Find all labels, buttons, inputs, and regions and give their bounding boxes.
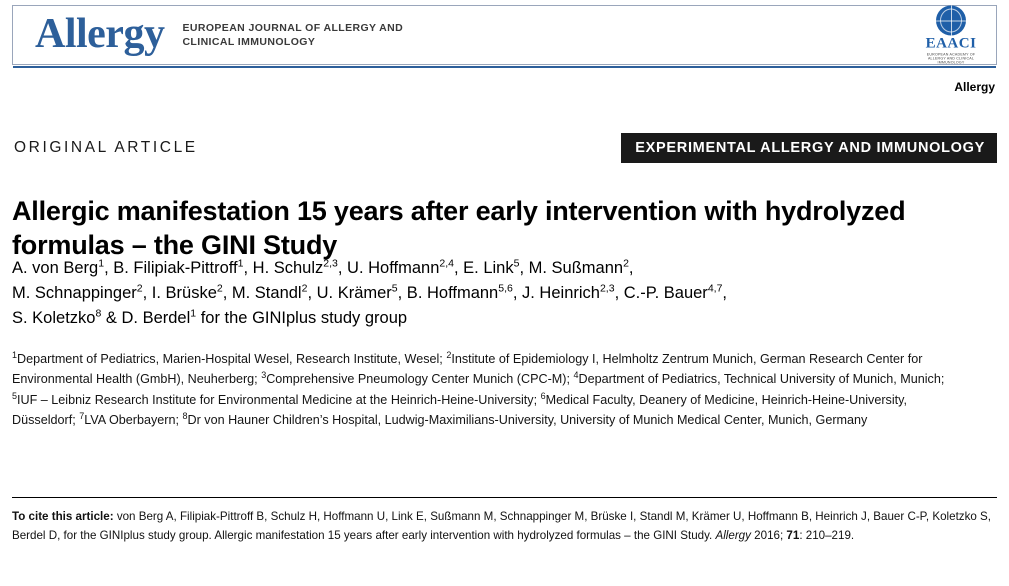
citation-label: To cite this article: [12,510,114,523]
article-type-bar [12,133,997,163]
article-type-label: ORIGINAL ARTICLE [14,139,198,156]
eaaci-society-badge [920,6,982,65]
citation-volume: 71 [786,528,800,542]
citation-divider [12,497,997,498]
author-line-2: M. Schnappinger$^2$, I. Brüske$^2$, M. Standl$^2$, U. Krämer$^5$, B. Hoffmann$^{5,6}$, J. Heinrich$^{2,3}$, C.-P. Bauer$^{4,7}$, [12,282,728,303]
page-title: Allergic manifestation 15 years after early intervention with hydrolyzed formulas – the GINI Study [12,196,906,261]
author-line-3: S. Koletzko$^8$ & D. Berdel$^1$ for the GINIplus study group [12,307,408,328]
running-head: Allergy [954,80,995,94]
journal-subtitle: EUROPEAN JOURNAL OF ALLERGY AND CLINICAL IMMUNOLOGY [182,21,404,48]
citation-journal: Allergy [715,528,751,542]
globe-icon [936,6,966,36]
author-line-1: A. von Berg$^1$, B. Filipiak-Pittroff$^1$, H. Schulz$^{2,3}$, U. Hoffmann$^{2,4}$, E. Link$^5$, M. Sußmann$^2$, [12,257,634,277]
section-banner: EXPERIMENTAL ALLERGY AND IMMUNOLOGY [621,133,997,163]
citation-pages: : 210–219. [799,528,855,542]
eaaci-badge-label: EAACI [925,35,977,52]
citation-year: 2016; [754,528,784,542]
citation-text: von Berg A, Filipiak-Pittroff B, Schulz H, Hoffmann U, Link E, Sußmann M, Schnappinger M, Brüske I, Standl M, Krämer U, Hoffmann B, Heinrich J, Bauer C-P, Koletzko S, Berdel D, for the GINIplus study group. Allergic manifestation 15 years after early intervention with hydrolyzed formulas – the GINI Study. [12,510,992,542]
citation-block [12,508,992,546]
affiliations: $^1$Department of Pediatrics, Marien-Hospital Wesel, Research Institute, Wesel; $^2$Institute of Epidemiology I, Helmholtz Zentrum Munich, German Research Center for Environmental Health (GmbH), Neuherberg; $^3$Comprehensive Pneumology Center Munich (CPC-M); $^4$Department of Pediatrics, Technical University of Munich, Munich; $^5$IUF – Leibniz Research Institute for Environmental Medicine at the Heinrich-Heine-University; $^6$Medical Faculty, Deanery of Medicine, Heinrich-Heine-University, Düsseldorf; $^7$LVA Oberbayern; $^8$Dr von Hauner Children’s Hospital, Ludwig-Maximilians-University, University of Munich Medical Center, Munich, Germany [12,349,945,428]
journal-masthead [12,5,997,65]
journal-logo: Allergy [35,11,165,57]
masthead-inner [13,6,996,64]
author-list [12,256,982,331]
eaaci-badge-sublabel: EUROPEAN ACADEMY OF ALLERGY AND CLINICAL IMMUNOLOGY [926,52,976,65]
masthead-rule [13,66,996,68]
